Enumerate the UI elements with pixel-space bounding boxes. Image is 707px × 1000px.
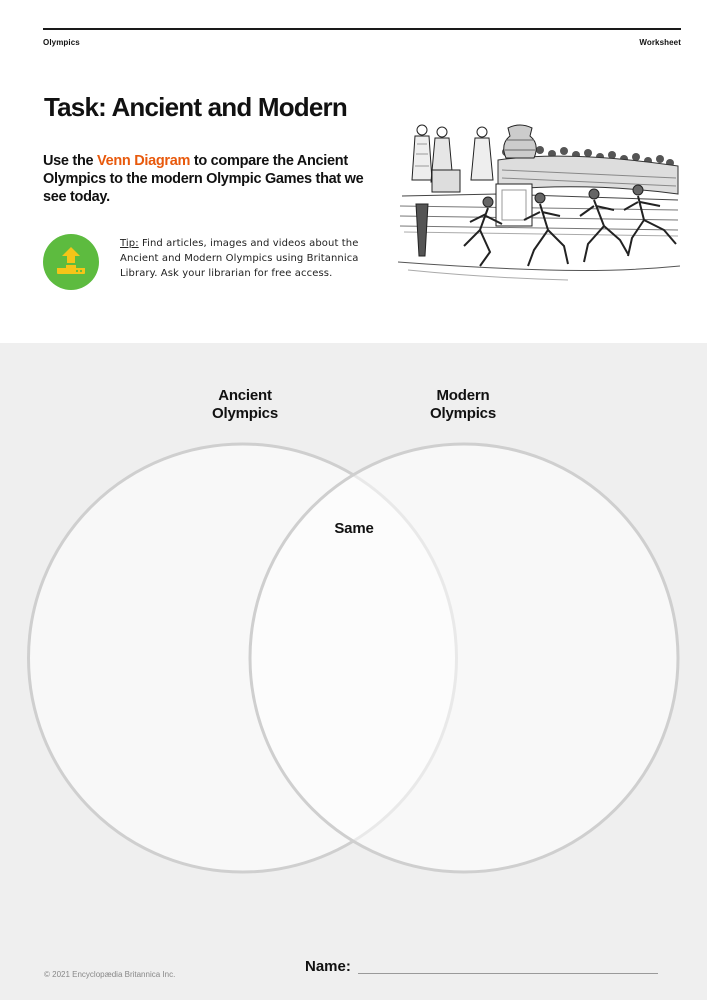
tip-text — [120, 236, 365, 281]
name-label: Name: — [305, 958, 351, 975]
page-title: Task: Ancient and Modern — [44, 92, 347, 122]
venn-diagram-link[interactable]: Venn Diagram — [97, 153, 191, 169]
header-doc-type: Worksheet — [639, 38, 681, 47]
venn-diagram-area — [0, 343, 707, 1000]
tip-label: Tip: — [120, 238, 139, 249]
venn-label-same: Same — [334, 520, 374, 537]
instructions — [43, 152, 373, 206]
instructions-after: to compare the Ancient Olympics to the modern Olympic Games that we see today. — [43, 153, 364, 205]
header-subject: Olympics — [43, 38, 80, 47]
ancient-runners-illustration — [398, 120, 680, 290]
tip-body: Find articles, images and videos about the Ancient and Modern Olympics using Britannica Library. Ask your librarian for free access. — [120, 238, 359, 279]
venn-label-ancient: Ancient Olympics — [212, 387, 278, 422]
venn-diagram — [0, 343, 707, 1000]
name-field-line[interactable] — [358, 973, 658, 974]
copyright-notice: © 2021 Encyclopædia Britannica Inc. — [44, 970, 176, 979]
venn-circle-modern — [250, 444, 678, 872]
instructions-before: Use the — [43, 153, 98, 169]
upload-tray-icon — [43, 234, 99, 290]
venn-label-modern: Modern Olympics — [430, 387, 496, 422]
top-rule — [43, 28, 681, 30]
